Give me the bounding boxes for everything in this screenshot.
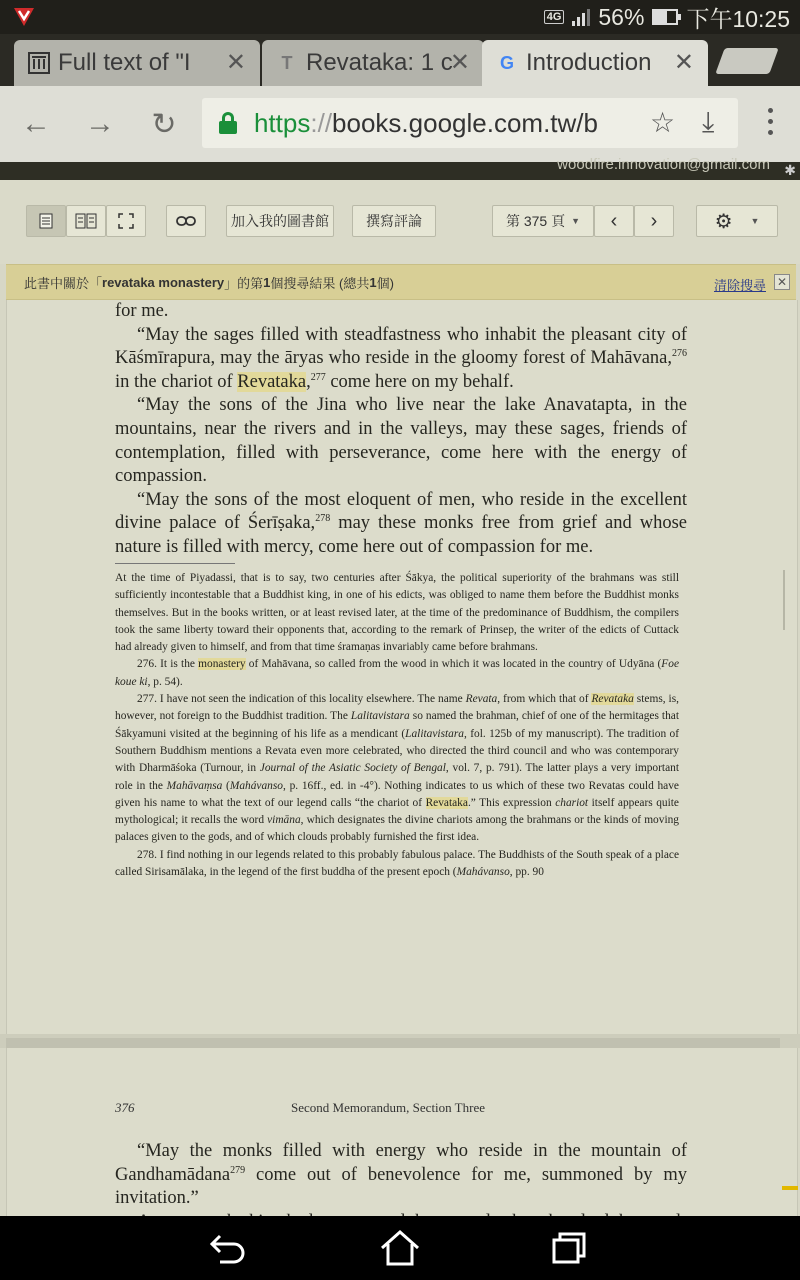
back-nav-icon[interactable] bbox=[206, 1228, 250, 1268]
paragraph: “May the monks filled with energy who reside in the mountain of Gandhamādana$^{279}$ come out of benevolence for me, summoned by my invitation.” bbox=[115, 1141, 687, 1209]
two-page-view-button[interactable] bbox=[66, 205, 106, 237]
settings-dropdown-button[interactable] bbox=[696, 205, 778, 237]
chevron-left-icon: ‹ bbox=[610, 209, 618, 232]
footnote-divider bbox=[115, 563, 235, 564]
footnote-277: 277. I have not seen the indication of this locality elsewhere. The name Revata, from which that of Revataka stems, is, however, not foreign to the Buddhist tradition. The Lalitavistara so named the brahman, chief of one of the hermitages that Śākyamuni visited at the beginning of his life as a mendicant (Lalitavistara, fol. 125b of my manuscript). The tradition of Southern Buddhism mentions a Revata even more celebrated, who directed the third council and who was contemporary with Dharmāśoka (Turnour, in Journal of the Asiatic Society of Bengal, vol. 7, p. 791). The latter plays a very important role in the Mahāvaṃsa (Mahávanso, p. 16ff., ed. in -4°). Nothing indicates to us which of these two Revatas could have given his name to what the text of our legend calls “the chariot of Revataka.” This expression chariot itself appears quite mythological; it recalls the word vimāna, which designates the divine chariots among the brahmans or the kinds of moving palaces given to the gods, and of which clouds probably furnished the first idea. bbox=[115, 693, 680, 844]
book-toolbar bbox=[0, 180, 800, 264]
back-button[interactable]: ← bbox=[21, 107, 51, 140]
search-highlight: Revataka bbox=[425, 796, 468, 809]
add-to-library-button[interactable]: 加入我的圖書館 bbox=[226, 205, 334, 237]
browser-toolbar bbox=[0, 86, 800, 162]
book-page-376 bbox=[6, 1048, 798, 1218]
google-g-icon: G bbox=[499, 52, 514, 73]
page-select-label: 第 375 頁 bbox=[505, 213, 566, 229]
museum-icon bbox=[28, 52, 50, 74]
t-icon: T bbox=[281, 52, 293, 73]
two-page-icon bbox=[75, 213, 97, 229]
fullscreen-button[interactable] bbox=[106, 205, 146, 237]
close-icon[interactable]: ✕ bbox=[449, 49, 470, 76]
star-icon[interactable]: ☆ bbox=[650, 107, 676, 138]
chevron-down-icon: ▼ bbox=[750, 216, 760, 226]
close-icon[interactable]: ✕ bbox=[225, 49, 246, 76]
paragraph: “May the sages filled with steadfastness who inhabit the pleasant city of Kāśmīrapura, may the āryas who reside in the gloomy forest of Mahāvana,$^{276}$ in the chariot of Revataka,$^{277}$ come here on my behalf. bbox=[115, 324, 687, 392]
page-edge-mark bbox=[783, 570, 785, 630]
search-result-banner: 此書中關於「 revataka monastery 」的第 1 個搜尋結果 (總共 1 個) 清除搜尋 ✕ bbox=[6, 264, 796, 300]
paragraph: for me. bbox=[115, 301, 169, 321]
home-icon[interactable] bbox=[378, 1228, 422, 1268]
footnote-278: 278. I find nothing in our legends related to this probably fabulous palace. The Buddhists of the South speak of a place called Sirisamālaka, in the legend of the first buddha of the present epoch (Mahávanso, pp. 90 bbox=[115, 848, 679, 879]
next-page-button[interactable] bbox=[634, 205, 674, 237]
scroll-position-indicator[interactable] bbox=[782, 1186, 798, 1190]
close-icon[interactable]: ✕ bbox=[673, 49, 694, 76]
page-divider bbox=[6, 1038, 780, 1048]
address-bar[interactable] bbox=[202, 98, 738, 148]
close-icon[interactable]: ✕ bbox=[774, 274, 790, 290]
footnote-ref[interactable]: 278 bbox=[315, 513, 331, 525]
gear-icon: ⚙ bbox=[714, 210, 733, 233]
download-icon[interactable]: ⤓ bbox=[702, 106, 715, 137]
chevron-down-icon: ▼ bbox=[571, 216, 581, 226]
reload-button[interactable]: ↻ bbox=[151, 107, 177, 141]
chevron-right-icon: › bbox=[650, 209, 658, 232]
search-highlight: Revataka bbox=[591, 693, 634, 706]
network-type: 4G bbox=[544, 10, 565, 24]
tab-title: Introduction bbox=[526, 49, 652, 76]
footnote-ref[interactable]: 277 bbox=[310, 371, 326, 383]
url-text[interactable]: https://books.google.com.tw/b bbox=[254, 107, 598, 138]
clock: 下午10:25 bbox=[686, 5, 790, 32]
lock-icon bbox=[218, 112, 240, 134]
previous-page-button[interactable] bbox=[594, 205, 634, 237]
running-head: Second Memorandum, Section Three bbox=[291, 1100, 485, 1115]
tab-title: Revataka: 1 c bbox=[306, 49, 453, 76]
web-page bbox=[0, 156, 800, 1216]
page-body-text bbox=[115, 300, 687, 560]
vivaldi-icon bbox=[12, 6, 36, 28]
paragraph: “May the sons of the most eloquent of men, who reside in the excellent divine palace of Śerīṣaka,$^{278}$ may these monks free from grief and whose nature is filled with mercy, come here out of compassion for me. bbox=[115, 489, 687, 557]
footnote-276: 276. It is the monastery of Mahāvana, so called from the wood in which it was located in the country of Udyāna (Foe koue ki, p. 54). bbox=[115, 658, 680, 688]
page-icon bbox=[39, 213, 53, 229]
battery-icon bbox=[652, 9, 678, 25]
search-query: revataka monastery bbox=[102, 274, 225, 290]
search-highlight: Revataka bbox=[237, 371, 307, 392]
link-icon bbox=[176, 215, 196, 227]
write-review-button[interactable]: 撰寫評論 bbox=[352, 205, 436, 237]
clear-search-link[interactable]: 清除搜尋 bbox=[713, 278, 766, 293]
footnote-ref[interactable]: 276 bbox=[672, 348, 687, 360]
settings-icon[interactable]: ✱ bbox=[784, 162, 796, 178]
battery-percent: 56% bbox=[598, 3, 645, 30]
tab-title: Full text of "I bbox=[58, 49, 191, 76]
navigation-bar bbox=[0, 1216, 800, 1280]
result-total: 1 bbox=[369, 274, 377, 290]
tab-full-text[interactable] bbox=[14, 40, 260, 86]
tab-revataka[interactable] bbox=[262, 40, 484, 86]
single-page-view-button[interactable] bbox=[26, 205, 66, 237]
footnotes bbox=[115, 570, 679, 881]
footnote-ref[interactable]: 279 bbox=[230, 1164, 246, 1176]
new-tab-button[interactable] bbox=[715, 48, 778, 74]
tab-introduction[interactable] bbox=[482, 40, 708, 86]
page-select[interactable] bbox=[492, 205, 594, 237]
signal-icon bbox=[572, 8, 590, 26]
tab-strip bbox=[0, 34, 800, 86]
search-highlight: monastery bbox=[198, 658, 246, 671]
account-email[interactable]: woodfire.innovation@gmail.com bbox=[557, 156, 770, 173]
book-page-375 bbox=[6, 300, 798, 1034]
recent-apps-icon[interactable] bbox=[548, 1228, 592, 1268]
status-bar bbox=[0, 0, 800, 34]
account-bar bbox=[0, 156, 800, 180]
footnote-continued: At the time of Piyadassi, that is to say, two centuries after Śākya, the political superiority of the brahmans was still sufficiently incontestable that a Buddhist king, in one of his edicts, was obliged to name them before the Buddhist monks themselves. But in the books written, or at least revised later, at the time of the predominance of Buddhism, the compilers took the same liberty toward their opponents that, according to the remark of Prinsep, the writer of the edicts of Cuttack had already given to himself, and from that time śramaṇas invariably came before brahmans. bbox=[115, 572, 679, 654]
link-button[interactable] bbox=[166, 205, 206, 237]
paragraph: “May the sons of the Jina who live near the lake Anavatapta, in the mountains, near the rivers and in the valleys, may these sages, friends of contemplation, filled with perseverance, come here with the energy of compassion. bbox=[115, 395, 687, 487]
forward-button[interactable]: → bbox=[85, 107, 115, 140]
page-number: 376 bbox=[115, 1100, 135, 1115]
result-index: 1 bbox=[263, 274, 271, 290]
menu-icon[interactable] bbox=[760, 108, 780, 135]
expand-icon bbox=[118, 213, 134, 229]
